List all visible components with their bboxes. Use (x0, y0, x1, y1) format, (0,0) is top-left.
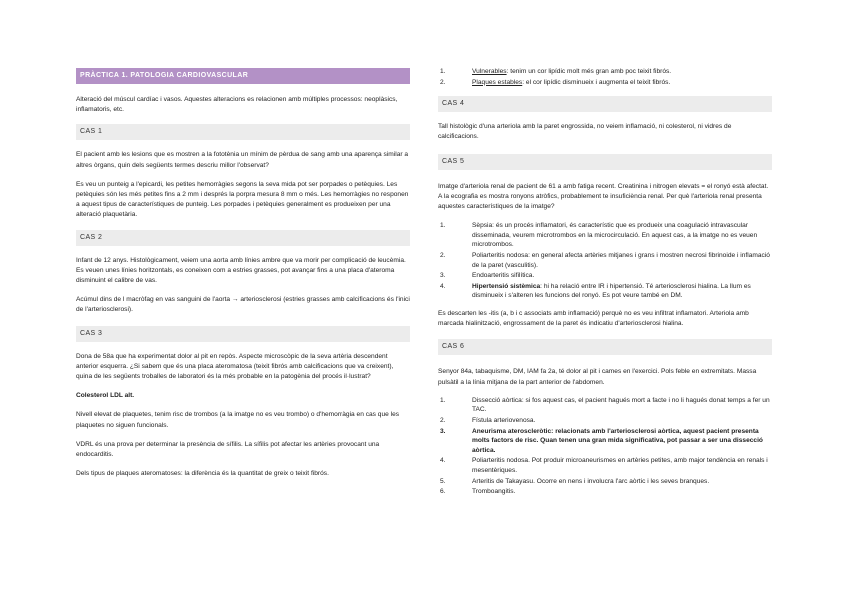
cas3-heading: CAS 3 (76, 326, 410, 342)
cas3-paragraph: Dels tipus de plaques ateromatoses: la diferència és la quantitat de greix o teixit fibrós. (76, 470, 329, 478)
list-term: Tromboangitis (472, 488, 514, 496)
list-item: 1. Vulnerables: tenim un cor lipídic molt més gran amb poc teixit fibrós. (440, 68, 672, 75)
list-item: 4. Poliarteritis nodosa. Pot produir microaneurismes en artèries petites, amb major tendència en renals i mesentèriques. (440, 457, 768, 474)
cas2-heading: CAS 2 (76, 230, 410, 246)
cas5-paragraph: Imatge d'arteriola renal de pacient de 61 a amb fatiga recent. Creatinina i nitrogen elevats = el ronyó està afectat. A la ecografia es mostra ronyons atròfics, probablement te insuficiència renal. Per què l'arteriola renal presenta aquestes característiques de la imatge? (438, 182, 769, 210)
list-term: Hipertensió sistèmica (472, 282, 541, 290)
cas4-paragraph: Tall histològic d'una arteriola amb la paret engrossida, no veiem inflamació, ni colesterol, ni vidres de calcificacions. (438, 123, 732, 141)
list-term: Fístula arteriovenosa (472, 416, 534, 424)
list-item: 1. Dissecció aòrtica: si fos aquest cas, el pacient hagués mort a facte i no li hagués donat temps a fer un TAC. (440, 396, 770, 414)
cas6-list (438, 396, 772, 497)
cas3-subheading: Colesterol LDL alt. (76, 392, 135, 400)
cas2-paragraph: Acúmul dins de l macròfag en vas sanguini de l'aorta → arteriosclerosi (estries grasses amb calcificacions és l'inici de l'arteriosclerosi). (76, 296, 410, 314)
list-term: Aneurisma ateroscleròtic (472, 427, 552, 435)
list-term: Poliarteritis nodosa (472, 457, 529, 465)
cas5-list (438, 221, 772, 301)
list-item: 5. Arteritis de Takayasu. Ocorre en nens i involucra l'arc aòrtic i les seves branques. (440, 477, 710, 485)
cas6-heading: CAS 6 (438, 339, 772, 355)
list-term: Dissecció aòrtica (472, 396, 522, 404)
list-item: 2. Plaques estables: el cor lipídic disminueix i augmenta el teixit fibrós. (440, 78, 671, 86)
list-term: Vulnerables (472, 68, 507, 75)
list-item: 3. Endoarteritis sifilítica. (440, 272, 535, 280)
list-item: 1. Sèpsia: és un procés inflamatori, és característic que es produeix una coagulació intravascular disseminada, veurem microtrombos en la microcirculació. En aquest cas, a la imatge no es veuen microtrombos. (440, 222, 758, 249)
list-item: 2. Poliarteritis nodosa: en general afecta artèries mitjanes i grans i mostren necrosi fibrinoide i inflamació de la paret (vasculitis). (440, 251, 770, 269)
cas1-paragraph: Es veu un punteig a l'epicardi, les petites hemorràgies segons la seva mida pot ser porpades o petèquies. Les petèquies són les més petites fins a 2 mm i després la porpra mesura 8 mm o més. Les hemorràgies no responen a aquest tipus de característiques de punteig. Les porpades i petèquies generalment es produeixen per una alteració plaquetària. (76, 180, 409, 219)
page-title: PRÀCTICA 1. PATOLOGIA CARDIOVASCULAR (76, 68, 410, 84)
cas5-paragraph: Es descarten les -itis (a, b i c associats amb inflamació) perquè no es veu infiltrat inflamatori. Arteriola amb marcada hialinització, engrossament de la paret és indicatiu d'arteriosclerosi hialina. (438, 309, 749, 328)
cas1-paragraph: El pacient amb les lesions que es mostren a la fototènia un mínim de pèrdua de sang amb una aparença similar a altres òrgans, quin dels següents termes descriu millor l'observat? (76, 151, 409, 169)
cas2-paragraph: Infant de 12 anys. Histològicament, veiem una aorta amb línies ambre que va morir per complicació de leucèmia. Es veuen unes línies horitzontals, es coneixen com a estries grasses, pot avançar fins a una placa d'ateroma disminuint el calibre de vas. (76, 256, 406, 285)
list-item: 2. Fístula arteriovenosa. (440, 416, 536, 424)
list-term: Arteritis de Takayasu (472, 477, 534, 485)
cas5-heading: CAS 5 (438, 154, 772, 170)
list-item: 3. Aneurisma ateroscleròtic: relacionats amb l'arteriosclerosi aòrtica, aquest pacient presenta molts factors de risc. Quan tenen una gran mida significativa, pot passar a ser una dissecció aòrtica. (440, 427, 763, 454)
cas3-paragraph: Dona de 58a que ha experimentat dolor al pit en repòs. Aspecte microscòpic de la seva artèria descendent anterior esquerra. ¿Si sabem que és una placa ateromatosa (teixit fibrós amb calcificacions que va creixent), quina de les següents troballes de laboratori és la més probable en la patogènia del procés il·lustrat? (76, 352, 394, 381)
intro-text: Alteració del múscul cardíac i vasos. Aquestes alteracions es relacionen amb múltiples processos: neoplàsics, inflamatoris, etc. (76, 96, 398, 114)
list-term: Sèpsia (472, 222, 493, 230)
list-term: Plaques estables (472, 78, 523, 86)
list-term: Endoarteritis sifilítica (472, 272, 533, 280)
cas1-heading: CAS 1 (76, 124, 410, 140)
cas6-paragraph: Senyor 84a, tabaquisme, DM, IAM fa 2a, té dolor al pit i cames en l'exercici. Pols feble en extremitats. Massa pulsàtil a la línia mitjana de la part anterior de l'abdomen. (438, 368, 757, 386)
list-term: Poliarteritis nodosa (472, 251, 529, 259)
left-column (76, 0, 410, 479)
list-item: 4. Hipertensió sistèmica: hi ha relació entre IR i hipertensió. Té arteriosclerosi hialina. La llum es disminueix i s'alteren les funcions del ronyó. Es pot veure també en DM. (440, 282, 751, 300)
list-item: 6. Tromboangitis. (440, 488, 516, 496)
cas4-heading: CAS 4 (438, 96, 772, 112)
plaque-types-list (438, 67, 772, 87)
right-column (438, 0, 772, 498)
cas3-paragraph: VDRL és una prova per determinar la presència de sífilis. La sífilis pot afectar les artèries provocant una endocarditis. (76, 440, 380, 459)
cas3-paragraph: Nivell elevat de plaquetes, tenim risc de trombos (a la imatge no es veu trombo) o d'hemorràgia en cas que les plaquetes no siguen funcionals. (76, 411, 400, 429)
